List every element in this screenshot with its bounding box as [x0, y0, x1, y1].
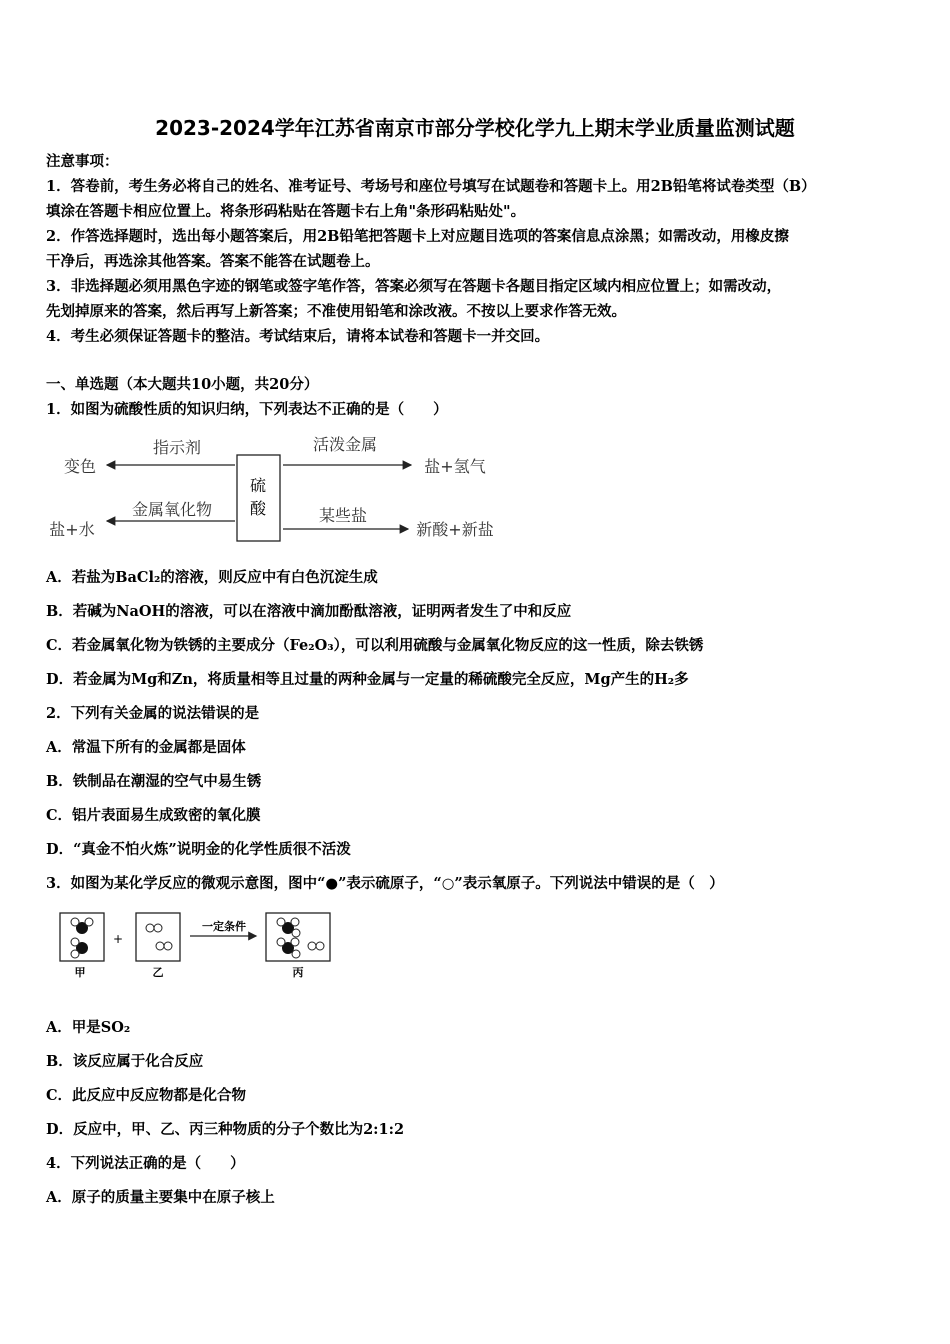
o2-molecule — [156, 942, 172, 950]
option: B．铁制品在潮湿的空气中易生锈 — [46, 773, 262, 790]
so3-molecule — [277, 918, 300, 937]
option: A．原子的质量主要集中在原子核上 — [46, 1189, 275, 1206]
notice-line: 3．非选择题必须用黑色字迹的钢笔或签字笔作答，答案必须写在答题卡各题目指定区域内相应位置上；如需改动， — [46, 278, 782, 295]
so2-molecule — [71, 918, 93, 934]
result-top-left: 变色 — [63, 457, 97, 476]
notice-line: 1．答卷前，考生务必将自己的姓名、准考证号、考场号和座位号填写在试题卷和答题卡上。用2B铅笔将试卷类型（B） — [46, 178, 816, 195]
sulfuric-acid-diagram — [40, 428, 520, 553]
notice-line: 干净后，再选涂其他答案。答案不能答在试题卷上。 — [46, 253, 380, 270]
notice-line: 2．作答选择题时，选出每小题答案后，用2B铅笔把答题卡上对应题目选项的答案信息点涂黑；如需改动，用橡皮擦 — [46, 228, 789, 245]
page-title: 2023-2024学年江苏省南京市部分学校化学九上期末学业质量监测试题 — [155, 116, 795, 140]
option: D．“真金不怕火炼”说明金的化学性质很不活泼 — [46, 841, 351, 858]
option: C．若金属氧化物为铁锈的主要成分（Fe₂O₃），可以利用硫酸与金属氧化物反应的这一性质，除去铁锈 — [46, 637, 704, 654]
label-bottom-left: 金属氧化物 — [131, 500, 213, 519]
result-bottom-right: 新酸+新盐 — [416, 520, 494, 539]
result-top-right: 盐+氢气 — [424, 457, 486, 476]
center-box — [237, 455, 280, 541]
result-bottom-left: 盐+水 — [49, 520, 95, 539]
question-stem: 4．下列说法正确的是（ ） — [46, 1155, 245, 1172]
option: B．该反应属于化合反应 — [46, 1053, 204, 1070]
label-b: 乙 — [152, 966, 164, 979]
question-stem: 2．下列有关金属的说法错误的是 — [46, 705, 260, 722]
o2-molecule — [146, 924, 162, 932]
notice-line: 先划掉原来的答案，然后再写上新答案；不准使用铅笔和涂改液。不按以上要求作答无效。 — [46, 303, 626, 320]
reaction-condition: 一定条件 — [202, 920, 246, 933]
option: D．反应中，甲、乙、丙三种物质的分子个数比为2:1:2 — [46, 1121, 405, 1138]
notice-line: 填涂在答题卡相应位置上。将条形码粘贴在答题卡右上角"条形码粘贴处"。 — [46, 203, 526, 220]
option: C．此反应中反应物都是化合物 — [46, 1087, 247, 1104]
plus-sign: + — [112, 932, 124, 946]
notice-heading: 注意事项： — [46, 153, 119, 170]
option: B．若碱为NaOH的溶液，可以在溶液中滴加酚酞溶液，证明两者发生了中和反应 — [46, 603, 572, 620]
option: A．若盐为BaCl₂的溶液，则反应中有白色沉淀生成 — [46, 569, 378, 586]
label-c: 丙 — [292, 966, 304, 979]
option: C．铝片表面易生成致密的氧化膜 — [46, 807, 261, 824]
so3-molecule — [277, 938, 300, 958]
o2-molecule — [308, 942, 324, 950]
section-heading: 一、单选题（本大题共10小题，共20分） — [46, 376, 319, 393]
label-a: 甲 — [74, 966, 86, 979]
option: A．甲是SO₂ — [46, 1019, 131, 1036]
so2-molecule — [71, 938, 88, 958]
center-label: 硫 — [249, 476, 267, 495]
question-stem: 3．如图为某化学反应的微观示意图，图中“●”表示硫原子，“○”表示氧原子。下列说法中错误的是（ ） — [46, 875, 724, 892]
question-stem: 1．如图为硫酸性质的知识归纳，下列表达不正确的是（ ） — [46, 401, 448, 418]
molecular-reaction-diagram — [56, 908, 346, 982]
box-b — [136, 913, 180, 961]
notice-line: 4．考生必须保证答题卡的整洁。考试结束后，请将本试卷和答题卡一并交回。 — [46, 328, 550, 345]
label-top-left: 指示剂 — [152, 438, 202, 457]
label-top-right: 活泼金属 — [312, 435, 378, 454]
center-label: 酸 — [249, 499, 267, 518]
label-bottom-right: 某些盐 — [318, 506, 368, 525]
option: D．若金属为Mg和Zn，将质量相等且过量的两种金属与一定量的稀硫酸完全反应，Mg产生的H₂多 — [46, 671, 689, 688]
option: A．常温下所有的金属都是固体 — [46, 739, 246, 756]
